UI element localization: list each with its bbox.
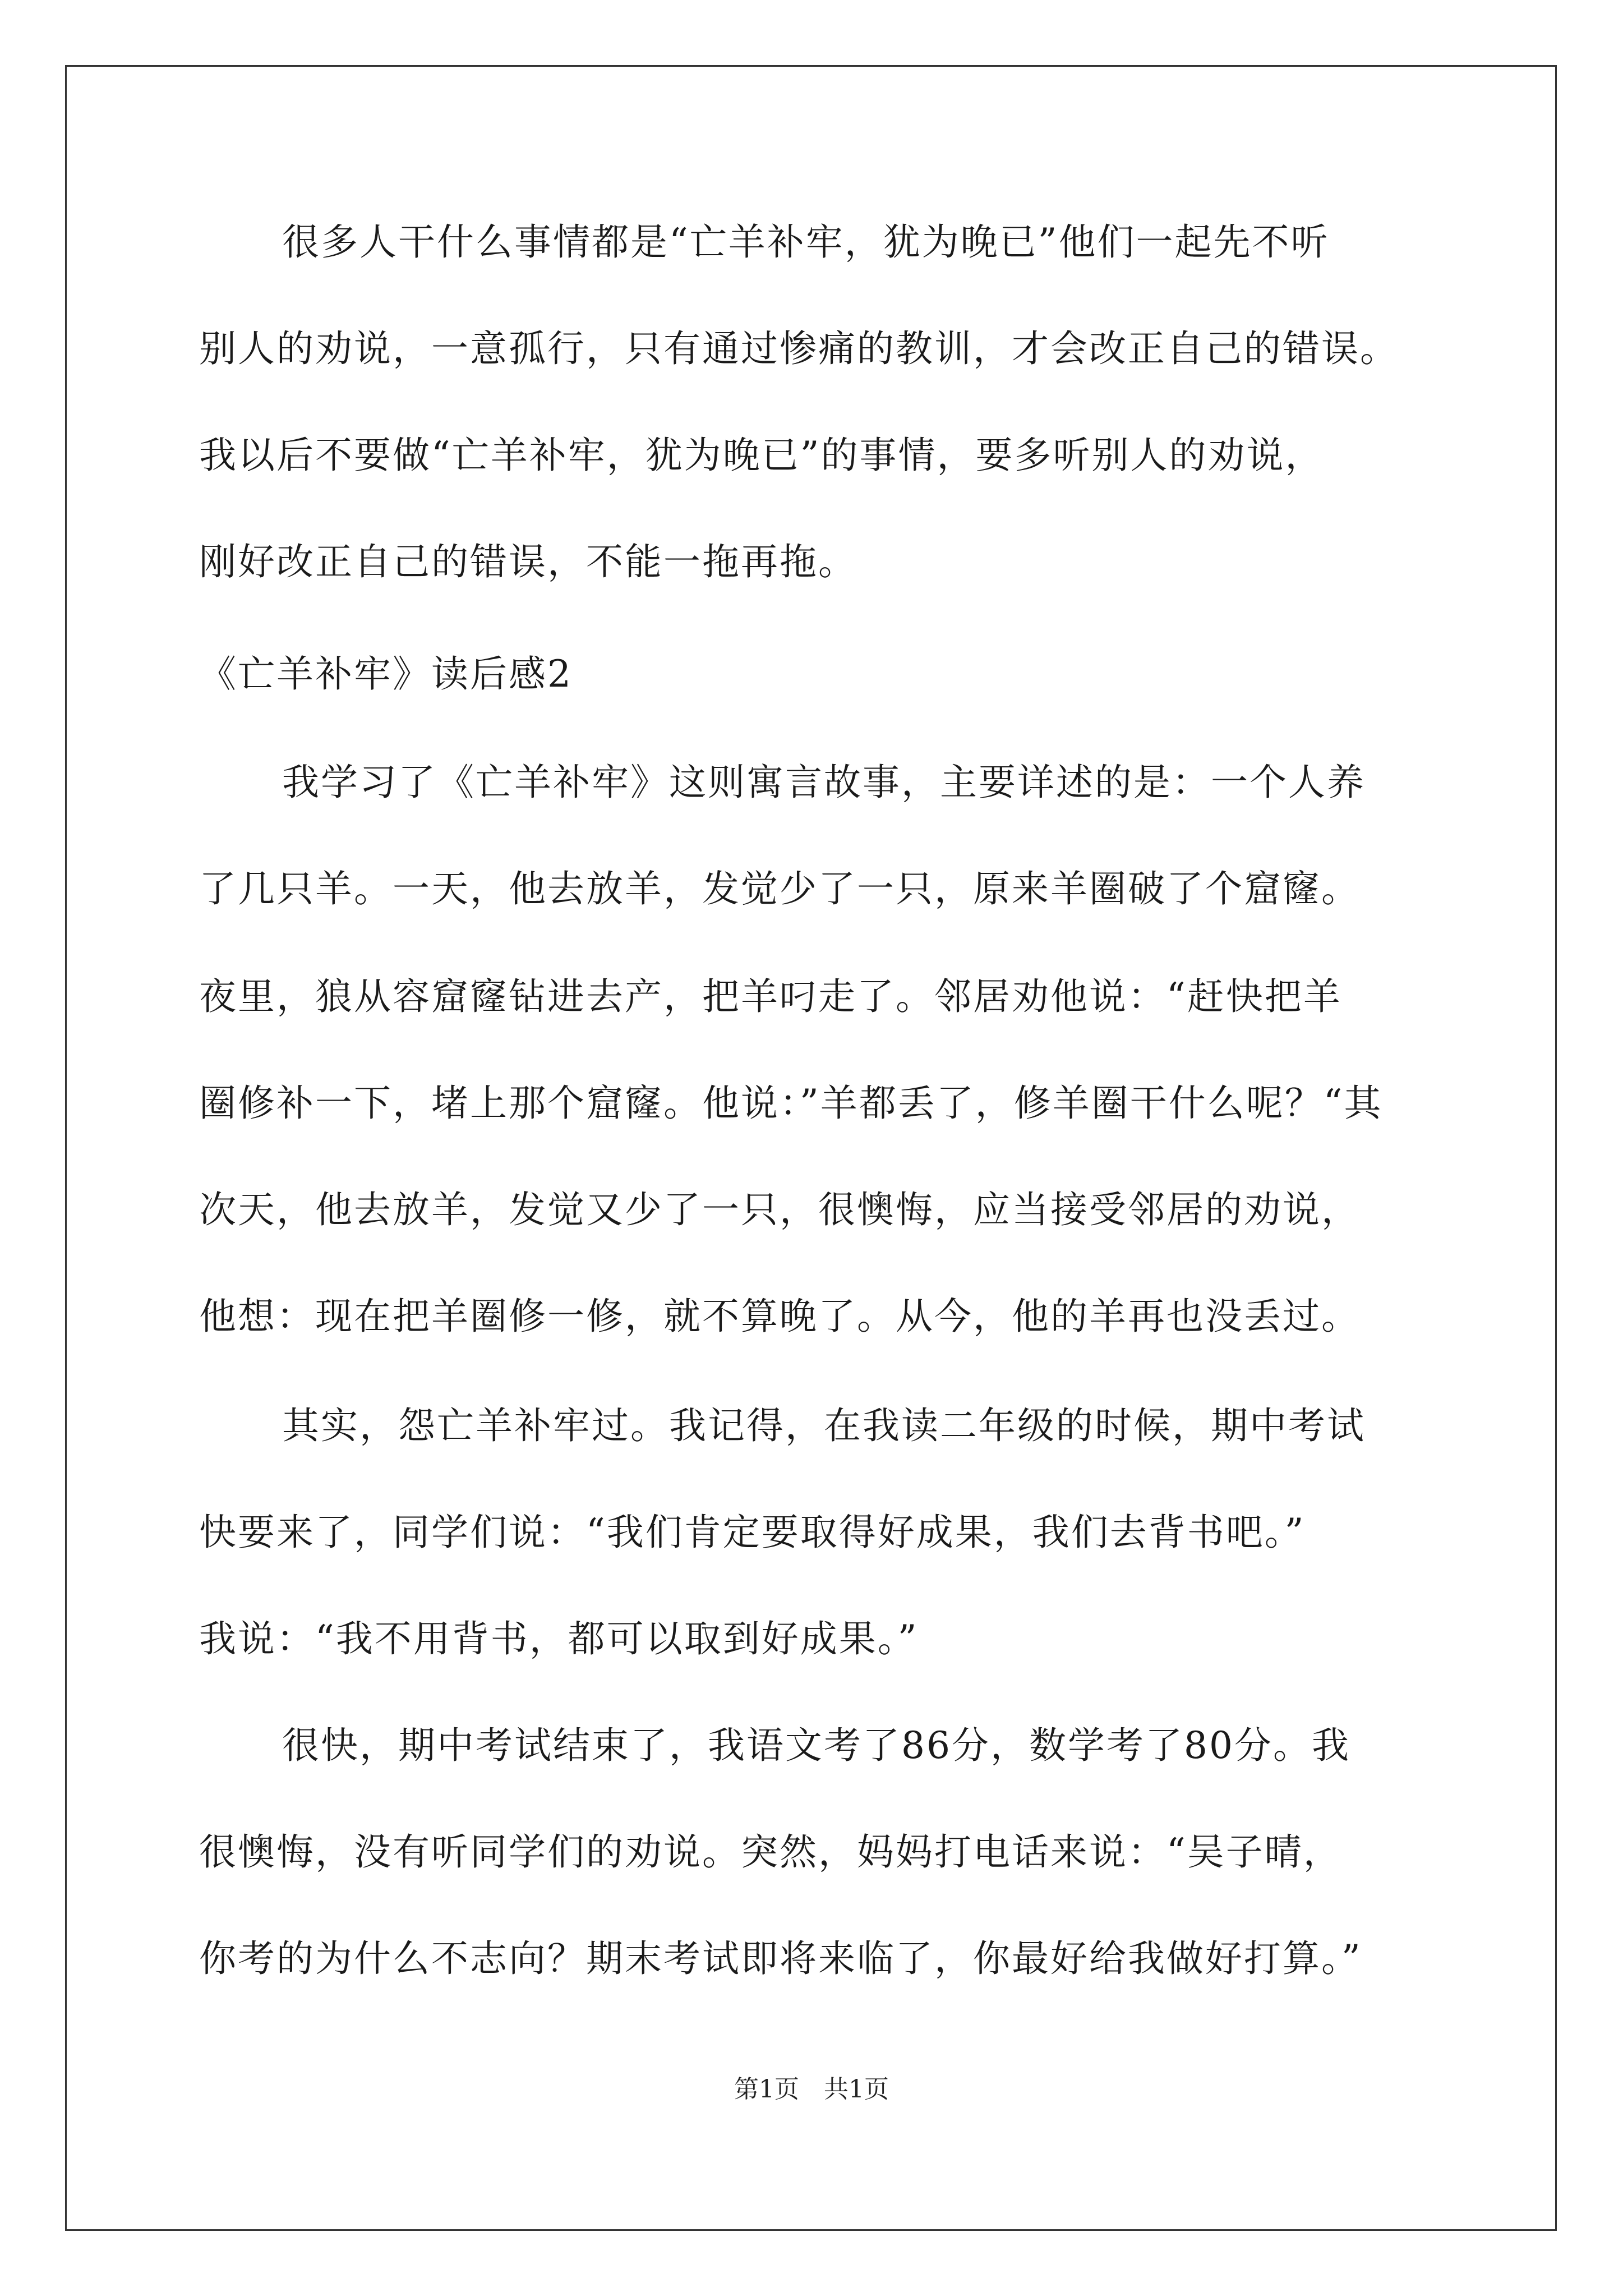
page-number-footer: 第1页 共1页 <box>734 2075 889 2104</box>
paragraph-2-line-6: 他想：现在把羊圈修一修，就不算晚了。从今，他的羊再也没丢过。 <box>199 1295 1360 1338</box>
paragraph-3-line-2: 快要来了，同学们说：“我们肯定要取得好成果，我们去背书吧。” <box>199 1511 1306 1554</box>
paragraph-2-line-3: 夜里，狼从容窟窿钻进去产，把羊叼走了。邻居劝他说：“赶快把羊 <box>199 975 1342 1018</box>
paragraph-2-line-1: 我学习了《亡羊补牢》这则寓言故事，主要详述的是：一个人养 <box>282 761 1366 804</box>
paragraph-1-line-3: 我以后不要做“亡羊补牢，犹为晚已”的事情，要多听别人的劝说， <box>199 434 1324 477</box>
paragraph-1-line-2: 别人的劝说，一意孤行，只有通过惨痛的教训，才会改正自己的错误。 <box>199 327 1399 370</box>
paragraph-2-line-5: 次天，他去放羊，发觉又少了一只，很懊悔，应当接受邻居的劝说， <box>199 1188 1360 1231</box>
paragraph-1-line-4: 刚好改正自己的错误，不能一拖再拖。 <box>199 540 857 583</box>
page-frame <box>65 65 1557 2231</box>
paragraph-4-line-2: 很懊悔，没有听同学们的劝说。突然，妈妈打电话来说：“吴子晴， <box>199 1830 1342 1874</box>
paragraph-3-line-3: 我说：“我不用背书，都可以取到好成果。” <box>199 1617 919 1660</box>
paragraph-4-line-3: 你考的为什么不志向？期末考试即将来临了，你最好给我做好打算。” <box>199 1937 1362 1980</box>
section-heading: 《亡羊补牢》读后感2 <box>199 652 573 696</box>
paragraph-1-line-1: 很多人干什么事情都是“亡羊补牢，犹为晚已”他们一起先不听 <box>282 220 1330 264</box>
paragraph-4-line-1: 很快，期中考试结束了，我语文考了86分，数学考了80分。我 <box>282 1724 1350 1767</box>
paragraph-2-line-2: 了几只羊。一天，他去放羊，发觉少了一只，原来羊圈破了个窟窿。 <box>199 867 1360 910</box>
paragraph-2-line-4: 圈修补一下，堵上那个窟窿。他说：”羊都丢了，修羊圈干什么呢？“其 <box>199 1082 1383 1125</box>
paragraph-3-line-1: 其实，怨亡羊补牢过。我记得，在我读二年级的时候，期中考试 <box>282 1404 1366 1447</box>
